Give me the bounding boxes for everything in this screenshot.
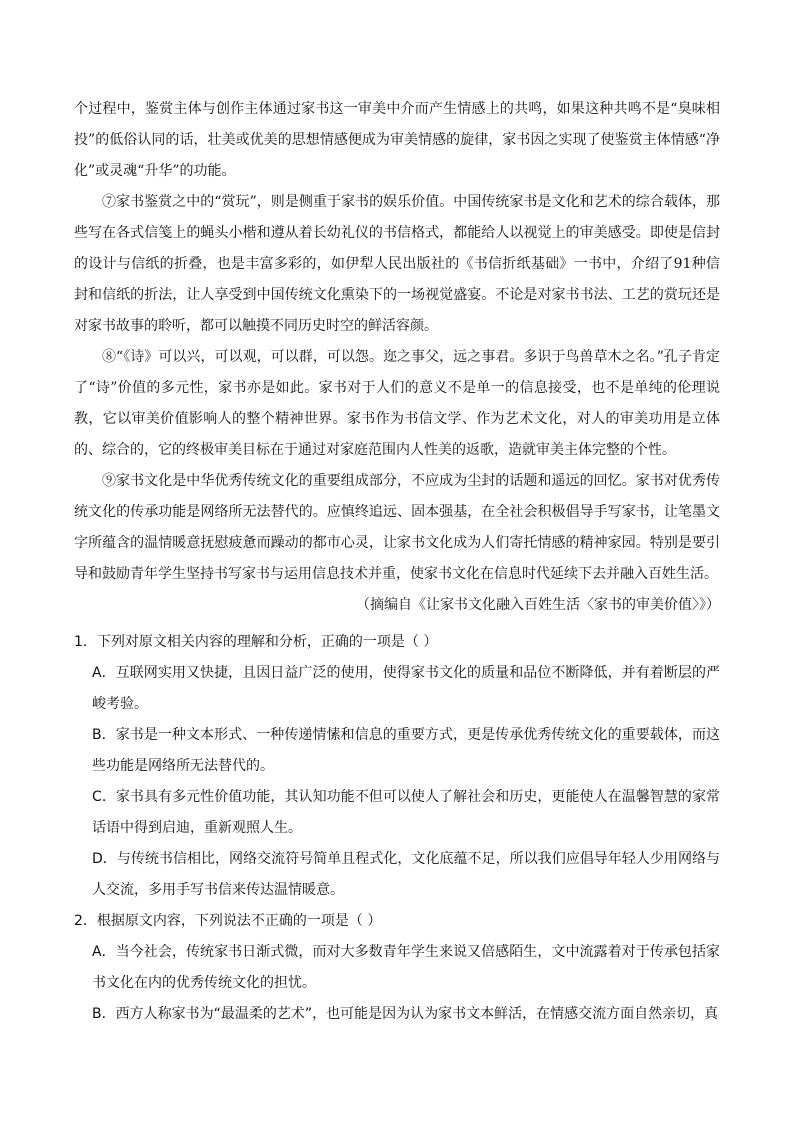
- passage-paragraph-8: ⑧“《诗》可以兴，可以观，可以群，可以怨。迩之事父，远之事君。多识于鸟兽草木之名。”孔子肯定了“诗”价值的多元性，家书亦是如此。家书对于人们的意义不是单一的信息接受，也不是单纯的伦理说教，它以审美价值影响人的整个精神世界。家书作为书信文学、作为艺术文化，对人的审美功用是立体的、综合的，它的终极审美目标在于通过对家庭范围内人性美的返歌，造就审美主体完整的个性。: [74, 349, 720, 458]
- reading-passage: [74, 94, 720, 621]
- option-a[interactable]: A．当今社会，传统家书日渐式微，而对大多数青年学生来说又倍感陌生，文中流露着对于传承包括家书文化在内的优秀传统文化的担忧。: [92, 944, 720, 991]
- question-stem: 2．根据原文内容，下列说法不正确的一项是（ ）: [74, 913, 382, 929]
- passage-paragraph-7: ⑦家书鉴赏之中的“赏玩”，则是侧重于家书的娱乐价值。中国传统家书是文化和艺术的综合载体，那些写在各式信笺上的蝇头小楷和遵从着长幼礼仪的书信格式，都能给人以视觉上的审美感受。即使是信封的设计与信纸的折叠，也是丰富多彩的，如伊犁人民出版社的《书信折纸基础》一书中，介绍了91种信封和信纸的折法，让人享受到中国传统文化熏染下的一场视觉盛宴。不论是对家书书法、工艺的赏玩还是对家书故事的聆听，都可以触摸不同历史时空的鲜活容颜。: [74, 194, 720, 334]
- option-b[interactable]: B．西方人称家书为“最温柔的艺术”，也可能是因为认为家书文本鲜活，在情感交流方面自然亲切，真: [92, 1006, 719, 1022]
- option-d[interactable]: D．与传统书信相比，网络交流符号简单且程式化，文化底蕴不足，所以我们应倡导年轻人少用网络与人交流，多用手写书信来传达温情暖意。: [92, 851, 720, 898]
- passage-paragraph-9: ⑨家书文化是中华优秀传统文化的重要组成部分，不应成为尘封的话题和遥远的回忆。家书对优秀传统文化的传承功能是网络所无法替代的。应慎终追远、固本强基，在全社会积极倡导手写家书，让笔墨文字所蕴含的温情暖意抚慰疲惫而躁动的都市心灵，让家书文化成为人们寄托情感的精神家园。特别是要引导和鼓励青年学生坚持书写家书与运用信息技术并重，使家书文化在信息时代延续下去并融入百姓生活。: [74, 473, 720, 582]
- passage-paragraph-continued: 个过程中，鉴赏主体与创作主体通过家书这一审美中介而产生情感上的共鸣，如果这种共鸣不是“臭味相投”的低俗认同的话，壮美或优美的思想情感便成为审美情感的旋律，家书因之实现了使鉴赏主体情感“净化”或灵魂“升华”的功能。: [74, 101, 720, 179]
- passage-source: （摘编自《让家书文化融入百姓生活〈家书的审美价值〉》）: [356, 597, 720, 613]
- question-2: [74, 906, 720, 1030]
- option-c[interactable]: C．家书具有多元性价值功能，其认知功能不但可以使人了解社会和历史，更能使人在温馨智慧的家常话语中得到启迪，重新观照人生。: [92, 789, 720, 836]
- option-b[interactable]: B．家书是一种文本形式、一种传递情愫和信息的重要方式，更是传承优秀传统文化的重要载体，而这些功能是网络所无法替代的。: [92, 727, 720, 774]
- question-1: [74, 627, 720, 906]
- option-a[interactable]: A．互联网实用又快捷，且因日益广泛的使用，使得家书文化的质量和品位不断降低，并有着断层的严峻考验。: [92, 665, 720, 712]
- question-stem: 1．下列对原文相关内容的理解和分析，正确的一项是（ ）: [74, 634, 438, 650]
